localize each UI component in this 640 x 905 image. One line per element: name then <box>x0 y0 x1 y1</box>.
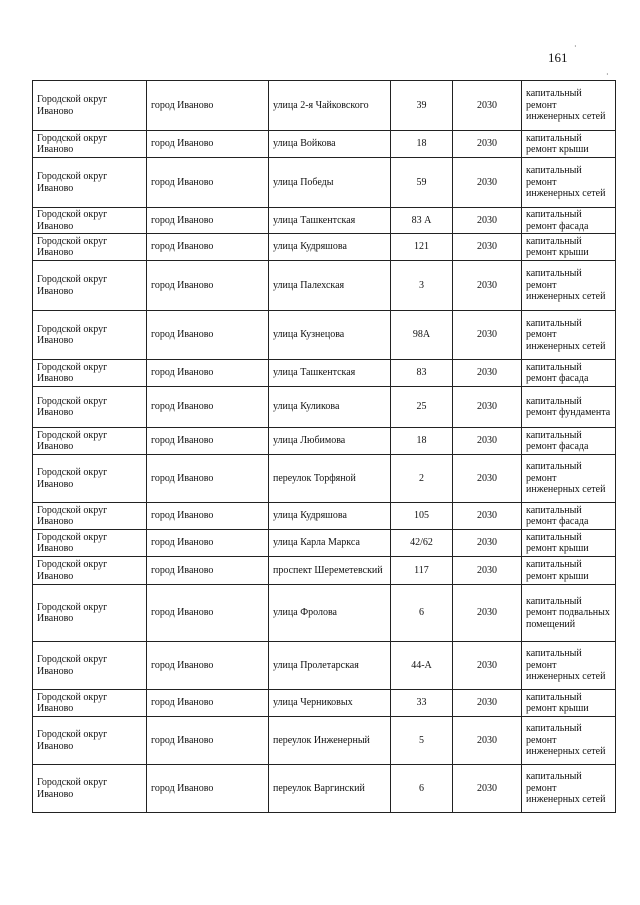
city-cell: город Иваново <box>147 690 269 717</box>
work-type-cell: капитальный ремонт инженерных сетей <box>522 81 616 131</box>
district-cell: Городской округ Иваново <box>33 503 147 530</box>
page-number: 161 <box>548 50 568 65</box>
street-cell: улица Фролова <box>269 585 391 642</box>
house-cell: 105 <box>391 503 453 530</box>
year-cell: 2030 <box>453 360 522 387</box>
street-cell: улица Куликова <box>269 387 391 428</box>
district-cell: Городской округ Иваново <box>33 765 147 813</box>
street-cell: улица 2-я Чайковского <box>269 81 391 131</box>
house-cell: 2 <box>391 455 453 503</box>
street-cell: переулок Инженерный <box>269 717 391 765</box>
street-cell: улица Палехская <box>269 261 391 311</box>
work-type-cell: капитальный ремонт инженерных сетей <box>522 158 616 208</box>
city-cell: город Иваново <box>147 642 269 690</box>
house-cell: 83 <box>391 360 453 387</box>
table-row <box>33 234 616 261</box>
year-cell: 2030 <box>453 585 522 642</box>
district-cell: Городской округ Иваново <box>33 234 147 261</box>
city-cell: город Иваново <box>147 360 269 387</box>
table-row <box>33 455 616 503</box>
city-cell: город Иваново <box>147 158 269 208</box>
table-row <box>33 557 616 585</box>
city-cell: город Иваново <box>147 765 269 813</box>
year-cell: 2030 <box>453 208 522 234</box>
work-type-cell: капитальный ремонт инженерных сетей <box>522 455 616 503</box>
street-cell: улица Кудряшова <box>269 503 391 530</box>
house-cell: 18 <box>391 131 453 158</box>
district-cell: Городской округ Иваново <box>33 131 147 158</box>
district-cell: Городской округ Иваново <box>33 717 147 765</box>
street-cell: улица Любимова <box>269 428 391 455</box>
street-cell: улица Черниковых <box>269 690 391 717</box>
house-cell: 5 <box>391 717 453 765</box>
house-cell: 39 <box>391 81 453 131</box>
house-cell: 42/62 <box>391 530 453 557</box>
district-cell: Городской округ Иваново <box>33 158 147 208</box>
table-row <box>33 208 616 234</box>
district-cell: Городской округ Иваново <box>33 81 147 131</box>
table-row <box>33 131 616 158</box>
district-cell: Городской округ Иваново <box>33 455 147 503</box>
housing-repair-table <box>32 80 616 813</box>
table-row <box>33 158 616 208</box>
year-cell: 2030 <box>453 234 522 261</box>
work-type-cell: капитальный ремонт инженерных сетей <box>522 717 616 765</box>
year-cell: 2030 <box>453 530 522 557</box>
street-cell: улица Войкова <box>269 131 391 158</box>
work-type-cell: капитальный ремонт фасада <box>522 208 616 234</box>
table-row <box>33 387 616 428</box>
house-cell: 121 <box>391 234 453 261</box>
house-cell: 44-А <box>391 642 453 690</box>
city-cell: город Иваново <box>147 208 269 234</box>
district-cell: Городской округ Иваново <box>33 360 147 387</box>
city-cell: город Иваново <box>147 530 269 557</box>
city-cell: город Иваново <box>147 428 269 455</box>
table-row <box>33 81 616 131</box>
year-cell: 2030 <box>453 428 522 455</box>
work-type-cell: капитальный ремонт инженерных сетей <box>522 311 616 360</box>
year-cell: 2030 <box>453 311 522 360</box>
work-type-cell: капитальный ремонт подвальных помещений <box>522 585 616 642</box>
house-cell: 18 <box>391 428 453 455</box>
year-cell: 2030 <box>453 717 522 765</box>
table-row <box>33 530 616 557</box>
street-cell: улица Победы <box>269 158 391 208</box>
year-cell: 2030 <box>453 81 522 131</box>
house-cell: 59 <box>391 158 453 208</box>
scan-speck: · <box>574 42 577 51</box>
house-cell: 3 <box>391 261 453 311</box>
house-cell: 117 <box>391 557 453 585</box>
house-cell: 6 <box>391 585 453 642</box>
district-cell: Городской округ Иваново <box>33 530 147 557</box>
year-cell: 2030 <box>453 765 522 813</box>
work-type-cell: капитальный ремонт крыши <box>522 530 616 557</box>
table-row <box>33 717 616 765</box>
year-cell: 2030 <box>453 158 522 208</box>
table-row <box>33 428 616 455</box>
table-row <box>33 765 616 813</box>
work-type-cell: капитальный ремонт крыши <box>522 557 616 585</box>
work-type-cell: капитальный ремонт инженерных сетей <box>522 765 616 813</box>
city-cell: город Иваново <box>147 131 269 158</box>
street-cell: переулок Торфяной <box>269 455 391 503</box>
city-cell: город Иваново <box>147 81 269 131</box>
table-row <box>33 585 616 642</box>
year-cell: 2030 <box>453 503 522 530</box>
year-cell: 2030 <box>453 557 522 585</box>
street-cell: улица Ташкентская <box>269 208 391 234</box>
table-row <box>33 360 616 387</box>
work-type-cell: капитальный ремонт крыши <box>522 131 616 158</box>
year-cell: 2030 <box>453 387 522 428</box>
work-type-cell: капитальный ремонт фасада <box>522 360 616 387</box>
city-cell: город Иваново <box>147 387 269 428</box>
work-type-cell: капитальный ремонт фасада <box>522 503 616 530</box>
house-cell: 83 А <box>391 208 453 234</box>
table-row <box>33 642 616 690</box>
street-cell: улица Ташкентская <box>269 360 391 387</box>
street-cell: переулок Варгинский <box>269 765 391 813</box>
table-row <box>33 503 616 530</box>
house-cell: 6 <box>391 765 453 813</box>
city-cell: город Иваново <box>147 234 269 261</box>
year-cell: 2030 <box>453 261 522 311</box>
table-row <box>33 690 616 717</box>
city-cell: город Иваново <box>147 311 269 360</box>
work-type-cell: капитальный ремонт инженерных сетей <box>522 642 616 690</box>
house-cell: 33 <box>391 690 453 717</box>
street-cell: проспект Шереметевский <box>269 557 391 585</box>
year-cell: 2030 <box>453 455 522 503</box>
city-cell: город Иваново <box>147 455 269 503</box>
table-row <box>33 311 616 360</box>
house-cell: 25 <box>391 387 453 428</box>
district-cell: Городской округ Иваново <box>33 208 147 234</box>
city-cell: город Иваново <box>147 557 269 585</box>
street-cell: улица Пролетарская <box>269 642 391 690</box>
work-type-cell: капитальный ремонт крыши <box>522 234 616 261</box>
district-cell: Городской округ Иваново <box>33 642 147 690</box>
street-cell: улица Кузнецова <box>269 311 391 360</box>
district-cell: Городской округ Иваново <box>33 557 147 585</box>
district-cell: Городской округ Иваново <box>33 690 147 717</box>
table-row <box>33 261 616 311</box>
district-cell: Городской округ Иваново <box>33 261 147 311</box>
scan-speck: · <box>606 70 609 79</box>
year-cell: 2030 <box>453 131 522 158</box>
street-cell: улица Карла Маркса <box>269 530 391 557</box>
street-cell: улица Кудряшова <box>269 234 391 261</box>
house-cell: 98А <box>391 311 453 360</box>
city-cell: город Иваново <box>147 585 269 642</box>
work-type-cell: капитальный ремонт инженерных сетей <box>522 261 616 311</box>
city-cell: город Иваново <box>147 503 269 530</box>
work-type-cell: капитальный ремонт крыши <box>522 690 616 717</box>
year-cell: 2030 <box>453 642 522 690</box>
work-type-cell: капитальный ремонт фундамента <box>522 387 616 428</box>
work-type-cell: капитальный ремонт фасада <box>522 428 616 455</box>
city-cell: город Иваново <box>147 261 269 311</box>
year-cell: 2030 <box>453 690 522 717</box>
city-cell: город Иваново <box>147 717 269 765</box>
district-cell: Городской округ Иваново <box>33 585 147 642</box>
district-cell: Городской округ Иваново <box>33 311 147 360</box>
district-cell: Городской округ Иваново <box>33 387 147 428</box>
district-cell: Городской округ Иваново <box>33 428 147 455</box>
